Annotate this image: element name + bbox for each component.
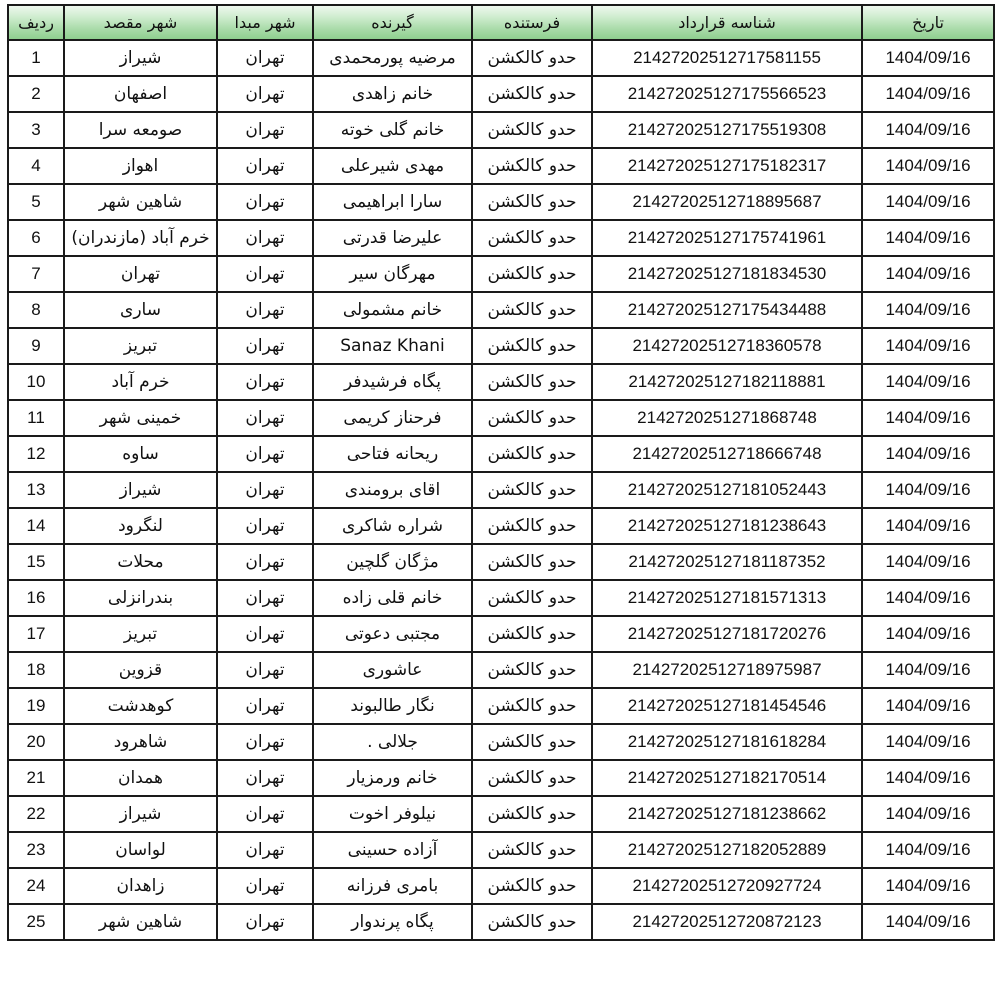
cell-origin-city: تهران	[217, 436, 313, 472]
cell-origin-city: تهران	[217, 688, 313, 724]
cell-destination-city: شیراز	[64, 40, 217, 76]
cell-date: 1404/09/16	[862, 544, 994, 580]
cell-contract-id: 214272025127181720276	[592, 616, 862, 652]
cell-row-no: 18	[8, 652, 64, 688]
cell-destination-city: اصفهان	[64, 76, 217, 112]
cell-destination-city: خرم آباد	[64, 364, 217, 400]
cell-contract-id: 214272025127181052443	[592, 472, 862, 508]
cell-date: 1404/09/16	[862, 400, 994, 436]
cell-sender: حدو کالکشن	[472, 472, 592, 508]
cell-date: 1404/09/16	[862, 328, 994, 364]
table-row	[8, 472, 994, 508]
cell-date: 1404/09/16	[862, 904, 994, 940]
cell-row-no: 25	[8, 904, 64, 940]
table-row	[8, 400, 994, 436]
header-row-no: ردیف	[8, 5, 64, 40]
cell-contract-id: 214272025127181238662	[592, 796, 862, 832]
cell-receiver: مرضیه پورمحمدی	[313, 40, 472, 76]
cell-row-no: 3	[8, 112, 64, 148]
cell-receiver: آزاده حسینی	[313, 832, 472, 868]
cell-origin-city: تهران	[217, 220, 313, 256]
cell-destination-city: شیراز	[64, 796, 217, 832]
cell-receiver: نیلوفر اخوت	[313, 796, 472, 832]
cell-contract-id: 21427202512720872123	[592, 904, 862, 940]
cell-origin-city: تهران	[217, 904, 313, 940]
cell-sender: حدو کالکشن	[472, 184, 592, 220]
cell-date: 1404/09/16	[862, 616, 994, 652]
cell-date: 1404/09/16	[862, 688, 994, 724]
cell-origin-city: تهران	[217, 400, 313, 436]
table-row	[8, 544, 994, 580]
cell-destination-city: ساوه	[64, 436, 217, 472]
header-contract-id: شناسه قرارداد	[592, 5, 862, 40]
cell-receiver: سارا ابراهیمی	[313, 184, 472, 220]
cell-receiver: مهرگان سیر	[313, 256, 472, 292]
cell-contract-id: 214272025127182118881	[592, 364, 862, 400]
table-row	[8, 220, 994, 256]
cell-contract-id: 214272025127175741961	[592, 220, 862, 256]
cell-destination-city: زاهدان	[64, 868, 217, 904]
cell-receiver: مژگان گلچین	[313, 544, 472, 580]
cell-receiver: اقای برومندی	[313, 472, 472, 508]
table-header	[8, 5, 994, 40]
cell-date: 1404/09/16	[862, 436, 994, 472]
cell-origin-city: تهران	[217, 328, 313, 364]
cell-destination-city: لنگرود	[64, 508, 217, 544]
table-row	[8, 652, 994, 688]
cell-sender: حدو کالکشن	[472, 292, 592, 328]
cell-date: 1404/09/16	[862, 220, 994, 256]
table-row	[8, 904, 994, 940]
cell-row-no: 16	[8, 580, 64, 616]
table-row	[8, 184, 994, 220]
table-row	[8, 364, 994, 400]
cell-date: 1404/09/16	[862, 724, 994, 760]
cell-receiver: پگاه پرندوار	[313, 904, 472, 940]
cell-sender: حدو کالکشن	[472, 616, 592, 652]
cell-sender: حدو کالکشن	[472, 328, 592, 364]
cell-origin-city: تهران	[217, 364, 313, 400]
cell-sender: حدو کالکشن	[472, 652, 592, 688]
cell-contract-id: 2142720251271868748	[592, 400, 862, 436]
cell-destination-city: تهران	[64, 256, 217, 292]
cell-contract-id: 214272025127182170514	[592, 760, 862, 796]
cell-destination-city: تبریز	[64, 328, 217, 364]
cell-contract-id: 214272025127181618284	[592, 724, 862, 760]
cell-destination-city: کوهدشت	[64, 688, 217, 724]
cell-sender: حدو کالکشن	[472, 400, 592, 436]
cell-sender: حدو کالکشن	[472, 508, 592, 544]
cell-destination-city: تبریز	[64, 616, 217, 652]
cell-row-no: 12	[8, 436, 64, 472]
cell-date: 1404/09/16	[862, 652, 994, 688]
cell-destination-city: اهواز	[64, 148, 217, 184]
cell-row-no: 5	[8, 184, 64, 220]
table-row	[8, 328, 994, 364]
cell-date: 1404/09/16	[862, 292, 994, 328]
cell-origin-city: تهران	[217, 796, 313, 832]
cell-contract-id: 214272025127181454546	[592, 688, 862, 724]
cell-sender: حدو کالکشن	[472, 868, 592, 904]
cell-date: 1404/09/16	[862, 184, 994, 220]
shipment-table	[7, 4, 995, 941]
cell-receiver: شراره شاکری	[313, 508, 472, 544]
cell-destination-city: ساری	[64, 292, 217, 328]
cell-date: 1404/09/16	[862, 796, 994, 832]
cell-receiver: مهدی شیرعلی	[313, 148, 472, 184]
cell-row-no: 9	[8, 328, 64, 364]
table-body	[8, 40, 994, 940]
cell-destination-city: شیراز	[64, 472, 217, 508]
cell-contract-id: 21427202512720927724	[592, 868, 862, 904]
cell-row-no: 23	[8, 832, 64, 868]
cell-date: 1404/09/16	[862, 472, 994, 508]
cell-sender: حدو کالکشن	[472, 40, 592, 76]
table-row	[8, 796, 994, 832]
cell-date: 1404/09/16	[862, 256, 994, 292]
cell-date: 1404/09/16	[862, 508, 994, 544]
cell-contract-id: 214272025127181187352	[592, 544, 862, 580]
cell-row-no: 17	[8, 616, 64, 652]
cell-date: 1404/09/16	[862, 364, 994, 400]
cell-origin-city: تهران	[217, 76, 313, 112]
cell-sender: حدو کالکشن	[472, 256, 592, 292]
cell-contract-id: 21427202512717581155	[592, 40, 862, 76]
cell-row-no: 7	[8, 256, 64, 292]
cell-contract-id: 214272025127175566523	[592, 76, 862, 112]
cell-origin-city: تهران	[217, 184, 313, 220]
cell-destination-city: بندرانزلی	[64, 580, 217, 616]
cell-sender: حدو کالکشن	[472, 364, 592, 400]
cell-receiver: فرحناز کریمی	[313, 400, 472, 436]
cell-row-no: 8	[8, 292, 64, 328]
cell-origin-city: تهران	[217, 832, 313, 868]
cell-contract-id: 214272025127182052889	[592, 832, 862, 868]
table-row	[8, 868, 994, 904]
cell-sender: حدو کالکشن	[472, 436, 592, 472]
cell-row-no: 1	[8, 40, 64, 76]
cell-origin-city: تهران	[217, 580, 313, 616]
cell-origin-city: تهران	[217, 652, 313, 688]
table-row	[8, 688, 994, 724]
table-row	[8, 112, 994, 148]
cell-receiver: بامری فرزانه	[313, 868, 472, 904]
cell-destination-city: صومعه سرا	[64, 112, 217, 148]
cell-origin-city: تهران	[217, 148, 313, 184]
header-destination-city: شهر مقصد	[64, 5, 217, 40]
cell-origin-city: تهران	[217, 292, 313, 328]
table-row	[8, 76, 994, 112]
cell-destination-city: قزوین	[64, 652, 217, 688]
cell-receiver: مجتبی دعوتی	[313, 616, 472, 652]
cell-row-no: 21	[8, 760, 64, 796]
cell-contract-id: 214272025127175519308	[592, 112, 862, 148]
cell-sender: حدو کالکشن	[472, 688, 592, 724]
cell-sender: حدو کالکشن	[472, 904, 592, 940]
cell-row-no: 22	[8, 796, 64, 832]
cell-destination-city: خمینی شهر	[64, 400, 217, 436]
cell-destination-city: خرم آباد (مازندران)	[64, 220, 217, 256]
cell-receiver: خانم مشمولی	[313, 292, 472, 328]
cell-contract-id: 214272025127181238643	[592, 508, 862, 544]
table-row	[8, 580, 994, 616]
cell-row-no: 4	[8, 148, 64, 184]
cell-date: 1404/09/16	[862, 760, 994, 796]
table-row	[8, 256, 994, 292]
cell-date: 1404/09/16	[862, 112, 994, 148]
cell-destination-city: محلات	[64, 544, 217, 580]
cell-date: 1404/09/16	[862, 868, 994, 904]
table-row	[8, 616, 994, 652]
cell-sender: حدو کالکشن	[472, 796, 592, 832]
cell-receiver: عاشوری	[313, 652, 472, 688]
cell-receiver: Sanaz Khani	[313, 328, 472, 364]
cell-contract-id: 21427202512718895687	[592, 184, 862, 220]
header-receiver: گیرنده	[313, 5, 472, 40]
cell-origin-city: تهران	[217, 472, 313, 508]
header-origin-city: شهر مبدا	[217, 5, 313, 40]
table-row	[8, 832, 994, 868]
cell-receiver: خانم قلی زاده	[313, 580, 472, 616]
table-row	[8, 40, 994, 76]
cell-contract-id: 21427202512718360578	[592, 328, 862, 364]
cell-sender: حدو کالکشن	[472, 544, 592, 580]
cell-date: 1404/09/16	[862, 40, 994, 76]
cell-origin-city: تهران	[217, 760, 313, 796]
header-date: تاریخ	[862, 5, 994, 40]
shipment-table-container	[7, 4, 993, 941]
cell-receiver: خانم ورمزیار	[313, 760, 472, 796]
cell-origin-city: تهران	[217, 256, 313, 292]
cell-sender: حدو کالکشن	[472, 76, 592, 112]
cell-destination-city: شاهین شهر	[64, 904, 217, 940]
cell-receiver: ریحانه فتاحی	[313, 436, 472, 472]
cell-date: 1404/09/16	[862, 76, 994, 112]
cell-destination-city: شاهرود	[64, 724, 217, 760]
cell-row-no: 13	[8, 472, 64, 508]
cell-row-no: 19	[8, 688, 64, 724]
cell-contract-id: 21427202512718666748	[592, 436, 862, 472]
header-sender: فرستنده	[472, 5, 592, 40]
cell-sender: حدو کالکشن	[472, 580, 592, 616]
table-row	[8, 148, 994, 184]
table-row	[8, 760, 994, 796]
cell-row-no: 14	[8, 508, 64, 544]
cell-sender: حدو کالکشن	[472, 112, 592, 148]
cell-origin-city: تهران	[217, 112, 313, 148]
cell-origin-city: تهران	[217, 544, 313, 580]
cell-receiver: پگاه فرشیدفر	[313, 364, 472, 400]
cell-contract-id: 214272025127175182317	[592, 148, 862, 184]
cell-sender: حدو کالکشن	[472, 760, 592, 796]
cell-contract-id: 214272025127181571313	[592, 580, 862, 616]
cell-row-no: 24	[8, 868, 64, 904]
cell-receiver: خانم گلی خوته	[313, 112, 472, 148]
cell-row-no: 6	[8, 220, 64, 256]
cell-origin-city: تهران	[217, 40, 313, 76]
cell-destination-city: لواسان	[64, 832, 217, 868]
cell-date: 1404/09/16	[862, 580, 994, 616]
cell-destination-city: همدان	[64, 760, 217, 796]
table-row	[8, 436, 994, 472]
table-row	[8, 508, 994, 544]
cell-origin-city: تهران	[217, 724, 313, 760]
cell-sender: حدو کالکشن	[472, 724, 592, 760]
cell-receiver: نگار طالبوند	[313, 688, 472, 724]
cell-origin-city: تهران	[217, 868, 313, 904]
cell-receiver: جلالی .	[313, 724, 472, 760]
cell-row-no: 11	[8, 400, 64, 436]
cell-date: 1404/09/16	[862, 832, 994, 868]
header-row	[8, 5, 994, 40]
cell-row-no: 2	[8, 76, 64, 112]
cell-row-no: 20	[8, 724, 64, 760]
cell-origin-city: تهران	[217, 616, 313, 652]
cell-contract-id: 214272025127181834530	[592, 256, 862, 292]
cell-sender: حدو کالکشن	[472, 148, 592, 184]
cell-receiver: خانم زاهدی	[313, 76, 472, 112]
cell-date: 1404/09/16	[862, 148, 994, 184]
cell-receiver: علیرضا قدرتی	[313, 220, 472, 256]
cell-row-no: 10	[8, 364, 64, 400]
cell-contract-id: 214272025127175434488	[592, 292, 862, 328]
table-row	[8, 724, 994, 760]
cell-sender: حدو کالکشن	[472, 832, 592, 868]
cell-row-no: 15	[8, 544, 64, 580]
table-row	[8, 292, 994, 328]
cell-contract-id: 21427202512718975987	[592, 652, 862, 688]
cell-origin-city: تهران	[217, 508, 313, 544]
cell-sender: حدو کالکشن	[472, 220, 592, 256]
cell-destination-city: شاهین شهر	[64, 184, 217, 220]
